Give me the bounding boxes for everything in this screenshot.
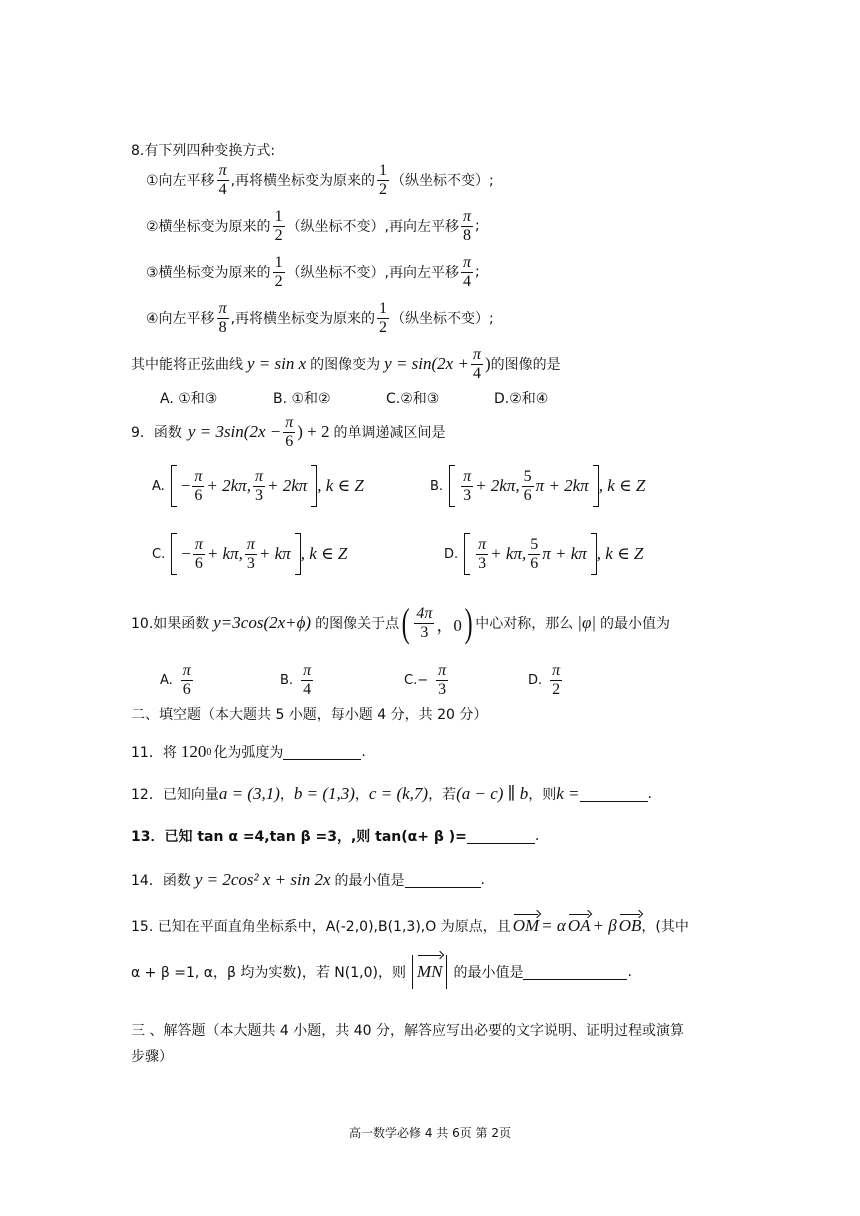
answer-blank xyxy=(283,745,361,760)
q12: 12．已知向量 a = (3,1) ， b = (1,3) ， c = (k,7) ，若 (a − c) ∥ b ，则 k = . xyxy=(131,784,652,803)
answer-blank xyxy=(580,787,648,802)
q10-stem: 10.如果函数 y=3cos(2x+ϕ) 的图像关于点 ( $\frac{4\pi}{3}$ ，0 ) 中心对称，那么 |φ| 的最小值为 xyxy=(131,600,671,645)
q15-line-1: 15. 已知在平面直角坐标系中，A(-2,0),B(1,3),O 为原点，且 OM = α OA + β OB ，(其中 xyxy=(131,916,689,935)
frac-pi-over-4: $\frac{\pi}{4}$ xyxy=(218,161,227,198)
section-3-heading: 三 、解答题（本大题共 4 小题，共 40 分，解答应写出必要的文字说明、证明过程或演算 xyxy=(131,1023,684,1039)
q9-stem: 9．函数 y = 3sin(2x − $\frac{\pi}{6}$ ) + 2 的单调递减区间是 xyxy=(131,413,446,450)
q9-option-d: D. $\frac{\pi}{3}$ + kπ, $\frac{5}{6}$ π + kπ , k ∈ Z xyxy=(444,532,643,576)
q8-item-3: ③横坐标变为原来的 $\frac{1}{2}$ （纵坐标不变）,再向左平移 $\frac{\pi}{4}$ ; xyxy=(146,253,480,290)
answer-blank xyxy=(405,873,481,888)
q8-option-a: A. ①和③ xyxy=(160,391,218,407)
section-2-heading: 二、填空题（本大题共 5 小题，每小题 4 分，共 20 分） xyxy=(131,707,488,723)
section-3-heading-cont: 步骤） xyxy=(131,1049,173,1065)
q13: 13．已知 tan α =4,tan β =3，,则 tan(α+ β )= . xyxy=(131,828,540,845)
q10-option-b: B. $\frac{\pi}{4}$ xyxy=(280,661,312,698)
q8-stem: 8.有下列四种变换方式: xyxy=(131,143,276,159)
q10-option-a: A. $\frac{\pi}{6}$ xyxy=(160,661,191,698)
q8-option-c: C.②和③ xyxy=(386,391,440,407)
q9-option-a: A. − $\frac{\pi}{6}$ + 2kπ, $\frac{\pi}{3}$ + 2kπ , k ∈ Z xyxy=(152,464,364,508)
q8-item-1: ①向左平移 $\frac{\pi}{4}$ ,再将横坐标变为原来的 $\frac{1}{2}$ （纵坐标不变）; xyxy=(146,161,494,198)
answer-blank xyxy=(467,829,535,844)
q9-option-b: B. $\frac{\pi}{3}$ + 2kπ, $\frac{5}{6}$ π + 2kπ , k ∈ Z xyxy=(430,464,645,508)
q8-item-2: ②横坐标变为原来的 $\frac{1}{2}$ （纵坐标不变）,再向左平移 $\frac{\pi}{8}$ ; xyxy=(146,207,480,244)
q8-item-4: ④向左平移 $\frac{\pi}{8}$ ,再将横坐标变为原来的 $\frac{1}{2}$ （纵坐标不变）; xyxy=(146,299,494,336)
q10-option-d: D. $\frac{\pi}{2}$ xyxy=(528,661,561,698)
q10-option-c: C.− $\frac{\pi}{3}$ xyxy=(404,661,447,698)
page-footer: 高一数学必修 4 共 6页 第 2页 xyxy=(349,1126,511,1140)
answer-blank xyxy=(523,965,627,980)
q8-option-d: D.②和④ xyxy=(494,391,549,407)
q14: 14．函数 y = 2cos² x + sin 2x 的最小值是 . xyxy=(131,870,485,889)
q8-option-b: B. ①和② xyxy=(273,391,331,407)
q11: 11．将 120 0 化为弧度为 . xyxy=(131,742,366,761)
q8-ask: 其中能将正弦曲线 y = sin x 的图像变为 y = sin(2x + $\frac{\pi}{4}$ ) 的图像的是 xyxy=(131,345,561,382)
q9-option-c: C. − $\frac{\pi}{6}$ + kπ, $\frac{\pi}{3}$ + kπ , k ∈ Z xyxy=(152,532,347,576)
q15-line-2: α + β =1, α，β 均为实数)，若 N(1,0)，则 MN 的最小值是 . xyxy=(131,952,632,992)
frac-one-half: $\frac{1}{2}$ xyxy=(379,161,388,198)
